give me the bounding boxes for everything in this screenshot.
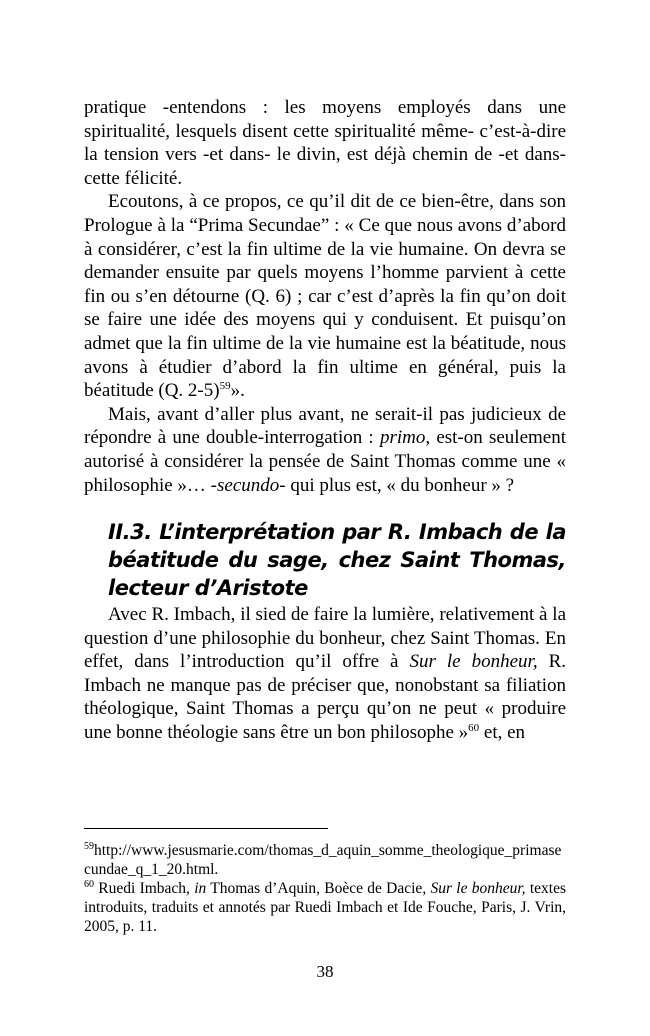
paragraph-4-text-b: R. Imbach ne manque pas de préciser que, nonobstant sa filiation théologique, Saint Thomas a perçu qu’on ne peut « produire une bonne théologie sans être un bon philosophe » [84,651,567,744]
paragraph-1 [84,96,566,190]
footnote-60-in: in [194,880,207,897]
footnote-ref-59[interactable]: 59 [219,380,231,393]
footnote-59-link[interactable]: http://www.jesusmarie.com/thomas_d_aquin_somme_theologique_primasecundae_q_1_20.html. [84,842,562,878]
footnote-separator [84,828,328,829]
section-heading-line-2: béatitude du sage, chez Saint Thomas, [108,548,566,573]
footnote-60-comma: , [115,918,119,935]
paragraph-2-text: Ecoutons, à ce propos, ce qu’il dit de ce bien-être, dans son Prologue à la “Prima Secundae” : « Ce que nous avons d’abord à considérer, c’est la fin ultime de la vie humaine. On devra se demander ensuite par quels moyens l’homme parvient à cette fin ou s’en détourne (Q. 6) ; car c’est d’après la fin qu’on doit se faire une idée des moyens qui y conduisent. Et puisqu’on admet que la fin ultime de la vie humaine est la béatitude, nous avons à étudier d’abord la fin ultime en général, puis la béatitude (Q. 2-5) [84,191,566,402]
section-heading-line-3: lecteur d’Aristote [108,576,308,601]
secundo-word: secundo [217,474,280,496]
section-heading [108,518,566,602]
section-heading-line-1: II.3. L’interprétation par R. Imbach de la [108,520,566,545]
paragraph-2 [84,190,566,402]
paragraph-3-text-a: Mais, avant d’aller plus avant, ne serait-il pas judicieux de répondre à une double-interrogation : [84,403,566,449]
paragraph-3-text-b: est-on seulement autorisé à considérer la pensée de Saint Thomas comme une « philosophie »… - [84,427,566,496]
paragraph-3-text-c: - qui plus est, « du bonheur » ? [279,474,515,496]
footnote-60-text-c: textes introduits, traduits et annotés par Ruedi Imbach et Ide Fouche, Paris, J. Vrin, 2005 [84,880,566,935]
footnote-60-title: Sur le bonheur, [430,880,526,897]
paragraph-4-text-a: Avec R. Imbach, il sied de faire la lumière, relativement à la question d’une philosophie du bonheur, chez Saint Thomas. En effet, dans l’introduction qu’il offre à [84,604,566,673]
paragraph-3 [84,403,566,497]
book-title-sur-le-bonheur: Sur le bonheur, [409,651,538,673]
paragraph-4 [84,603,566,745]
main-text [84,96,566,745]
footnote-60 [84,879,566,936]
paragraph-4-text-c: et, en [479,722,526,744]
footnote-60-text-d: p. 11. [118,918,158,935]
primo-word: primo, [379,427,431,449]
footnote-ref-60[interactable]: 60 [468,722,480,735]
footnote-60-text-b: Thomas d’Aquin, Boèce de Dacie, [206,880,431,897]
footnotes [84,841,566,936]
paragraph-1-text: pratique -entendons : les moyens employés dans une spiritualité, lesquels disent cette spiritualité même- c’est-à-dire la tension vers -et dans- le divin, est déjà chemin de -et dans- cette félicité. [84,97,566,189]
footnote-60-text-a: Ruedi Imbach, [94,880,195,897]
footnote-59-number: 59 [84,841,94,852]
page-number: 38 [316,962,334,981]
footnote-59 [84,841,566,879]
paragraph-2-end: ». [230,380,245,402]
footnote-60-number: 60 [84,879,94,890]
